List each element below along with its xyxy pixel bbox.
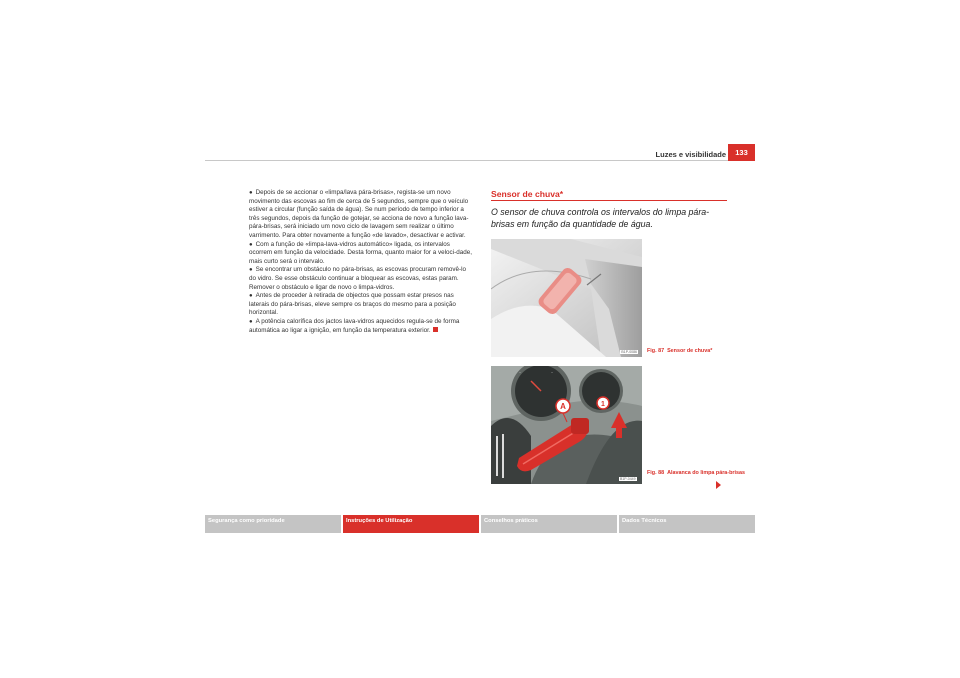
figure-caption [647,470,745,477]
continue-arrow-icon [716,481,721,489]
page-number: 133 [728,144,755,161]
svg-text:~: ~ [551,371,554,375]
figure-label: Fig. 88 [647,470,665,476]
header-rule [205,160,755,161]
tab-instructions[interactable]: Instruções de Utilização [343,515,479,533]
left-column [249,189,474,335]
bullet-item [249,292,474,318]
rain-sensor-illustration [491,239,642,357]
section-end-icon [433,327,438,332]
figure-caption-text: Sensor de chuva* [667,348,713,354]
bullet-icon: ● [249,293,253,300]
figure-code: B1P-0086 [621,350,637,354]
bullet-item [249,266,474,292]
svg-text:~: ~ [519,371,522,375]
tab-practical-advice[interactable]: Conselhos práticos [481,515,617,533]
footer-nav [205,515,755,533]
figure-caption [647,348,712,355]
figure-rain-sensor [491,239,642,357]
bullet-item [249,318,474,335]
bullet-text: Antes de proceder à retirada de objectos que possam estar presos nas laterais do pára-brisas, eleve sempre os braços do mesmo para a posição horizontal. [249,292,456,317]
bullet-item [249,189,474,241]
bullet-item [249,241,474,267]
wiper-lever-illustration [491,366,642,484]
marker-1-text: 1 [601,401,605,408]
figure-caption-text: Alavanca do limpa pára-brisas [667,470,745,476]
bullet-icon: ● [249,241,253,248]
section-intro: O sensor de chuva controla os intervalos do limpa pára-brisas em função da quantidade de água. [491,207,710,229]
bullet-text: Com a função de «limpa-lava-vidros automático» ligada, os intervalos ocorrem em função da velocidade. Desta forma, quanto maior for a veloci-dade, mais curto será o intervalo. [249,240,472,265]
tab-safety[interactable]: Segurança como prioridade [205,515,341,533]
bullet-icon: ● [249,267,253,274]
marker-a-text: A [560,402,566,411]
chapter-title: Luzes e visibilidade [655,150,726,159]
section-title: Sensor de chuva* [491,189,564,199]
bullet-icon: ● [249,318,253,325]
section-rule [491,200,727,201]
bullet-text: A potência calorífica dos jactos lava-vidros aquecidos regula-se de forma automática ao ligar a ignição, em função da temperatura exterior. [249,317,460,334]
figure-code: B1P-0449 [620,477,636,481]
bullet-text: Depois de se accionar o «limpa/lava pára-brisas», regista-se um novo movimento das escovas ao fim de cerca de 5 segundos, sempre que o veículo estiver a circular (função saída de água). Se num período de tempo inferior a três segundos, depois da função de gotejar, se acciona de novo a função lava-pára-brisas, será iniciado um novo ciclo de lavagem sem realizar o último varrimento. Para obter novamente a função «de lavado», desactivar e activar. [249,189,469,239]
figure-wiper-lever [491,366,642,484]
tab-technical-data[interactable]: Dados Técnicos [619,515,755,533]
figure-label: Fig. 87 [647,348,665,354]
bullet-icon: ● [249,190,253,196]
bullet-text: Se encontrar um obstáculo no pára-brisas, as escovas procuram removê-lo do vidro. Se esse obstáculo continuar a bloquear as escovas, estas param. Remover o obstáculo e ligar de novo o limpa-vidros. [249,266,466,291]
